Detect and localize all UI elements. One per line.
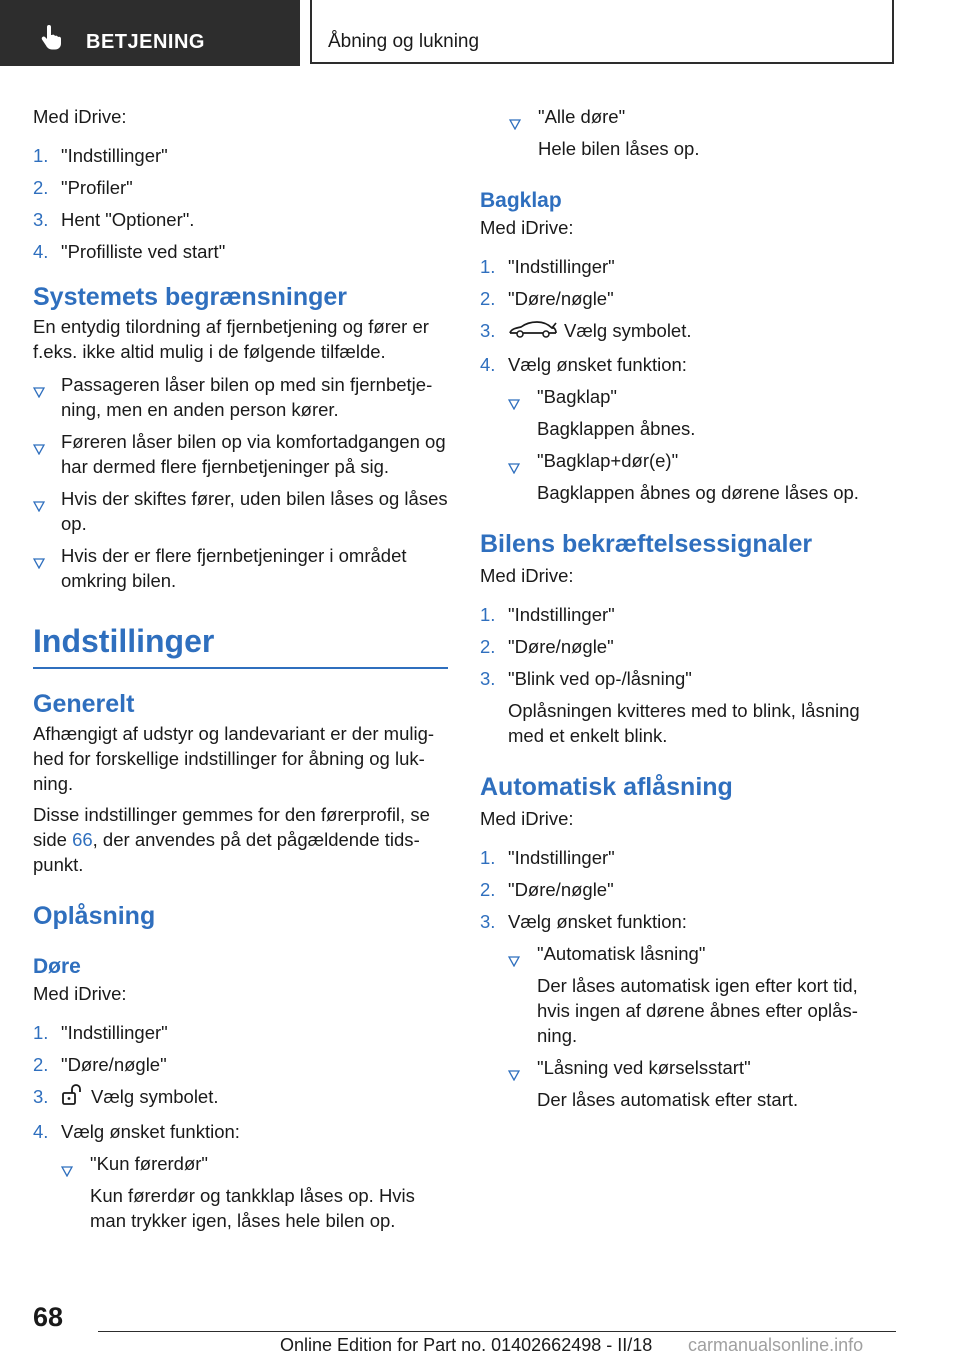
edition-text: Online Edition for Part no. 01402662498 - II/18 (280, 1335, 653, 1355)
heading-limits: Systemets begrænsninger (33, 283, 347, 311)
list-item: 4. "Profilliste ved start" (33, 241, 226, 262)
padlock-open-icon (61, 1084, 85, 1112)
triangle-bullet-icon (33, 436, 45, 461)
list-item: Hvis der skiftes fører, uden bilen låses og låses op. (33, 486, 448, 536)
list-item: 3. Vælg symbolet. (480, 318, 885, 345)
list-item: 3. Vælg symbolet. (33, 1084, 448, 1112)
list-item: "Låsning ved kørselsstart" Der låses automatisk efter start. (508, 1055, 885, 1112)
heading-tailgate: Bagklap (480, 189, 562, 212)
triangle-bullet-icon (508, 1062, 520, 1087)
list-item: 1. "Indstillinger" (480, 256, 615, 277)
list-item: 3. Hent "Optioner". (33, 209, 195, 230)
heading-doors: Døre (33, 955, 81, 978)
list-item: 2. "Profiler" (33, 177, 133, 198)
tailgate-sub-list (508, 384, 885, 505)
triangle-bullet-icon (509, 111, 521, 136)
confirm-intro: Med iDrive: (480, 565, 574, 587)
chapter-title: Åbning og lukning (328, 31, 480, 52)
left-column (33, 104, 448, 1240)
tailgate-steps (480, 254, 885, 505)
list-item: Passageren låser bilen op med sin fjernbetjening, men en anden person kører. (33, 372, 448, 422)
triangle-bullet-icon (61, 1158, 73, 1183)
auto-intro: Med iDrive: (480, 808, 574, 830)
confirm-steps (480, 602, 885, 748)
triangle-bullet-icon (508, 391, 520, 416)
list-item: 1. "Indstillinger" (33, 1022, 168, 1043)
list-item: 2. "Døre/nøgle" (480, 879, 614, 901)
heading-general: Generelt (33, 690, 135, 718)
general-text-2: Disse indstillinger gemmes for den førerprofil, se side 66, der anvendes på det pågældende tidspunkt. (33, 804, 430, 875)
heading-settings: Indstillinger (33, 621, 448, 669)
triangle-bullet-icon (33, 550, 45, 575)
list-item: 2. "Døre/nøgle" (480, 636, 614, 658)
doors-sub-list-cont (509, 104, 885, 161)
list-item: "Bagklap" Bagklappen åbnes. (508, 384, 885, 441)
limits-text: En entydig tilordning af fjernbetjening og fører er f.eks. ikke altid mulig i de følgende tilfælde. (33, 316, 429, 362)
limits-list (33, 372, 448, 593)
list-item: 1. "Indstillinger" (33, 145, 168, 166)
doors-sub-list (61, 1151, 448, 1233)
list-item: "Kun førerdør" Kun førerdør og tankklap låses op. Hvis man trykker igen, låses hele bilen op. (61, 1151, 448, 1233)
page-number: 68 (33, 1302, 64, 1332)
section-title: BETJENING (86, 31, 205, 53)
triangle-bullet-icon (33, 493, 45, 518)
general-text-1: Afhængigt af udstyr og landevariant er der mulighed for forskellige indstillinger for åbning og lukning. (33, 723, 435, 794)
intro-text: Med iDrive: (33, 106, 127, 127)
car-tailgate-icon (508, 319, 558, 345)
list-item: "Bagklap+dør(e)" Bagklappen åbnes og dørene låses op. (508, 448, 885, 505)
list-item: 2. "Døre/nøgle" (480, 288, 614, 309)
list-item: 3. Vælg ønsket funktion: "Automatisk låsning" Der låses automatisk igen efter kort tid, hvis ingen af dørene åbnes efter oplåsning. "Låsning ved kørselsstart" Der låses automatisk efter start. (480, 909, 885, 1112)
heading-confirm: Bilens bekræftelsessignaler (480, 530, 813, 559)
intro-steps (33, 143, 448, 264)
list-item: "Alle døre" Hele bilen låses op. (509, 104, 885, 161)
header-section-tab (0, 0, 300, 66)
watermark: carmanualsonline.info (688, 1335, 864, 1355)
triangle-bullet-icon (508, 948, 520, 973)
heading-unlock: Oplåsning (33, 902, 156, 930)
tailgate-intro: Med iDrive: (480, 217, 574, 238)
auto-steps (480, 845, 885, 1112)
triangle-bullet-icon (33, 379, 45, 404)
list-item: "Automatisk låsning" Der låses automatisk igen efter kort tid, hvis ingen af dørene åbnes efter oplåsning. (508, 941, 885, 1048)
list-item: Hvis der er flere fjernbetjeninger i området omkring bilen. (33, 543, 448, 593)
triangle-bullet-icon (508, 455, 520, 480)
doors-steps (33, 1020, 448, 1233)
list-item: 2. "Døre/nøgle" (33, 1054, 167, 1075)
list-item: 1. "Indstillinger" (480, 847, 615, 869)
list-item: 4. Vælg ønsket funktion: "Kun førerdør" Kun førerdør og tankklap låses op. Hvis man trykker igen, låses hele bilen op. (33, 1119, 448, 1233)
pointing-hand-icon (40, 25, 64, 56)
list-item: Føreren låser bilen op via komfortadgangen og har dermed flere fjernbetjeninger på sig. (33, 429, 448, 479)
header-chapter-box (310, 0, 894, 64)
auto-sub-list (508, 941, 885, 1112)
heading-auto-lock: Automatisk aflåsning (480, 773, 733, 802)
footer-divider (98, 1331, 896, 1332)
list-item: 3. "Blink ved op-/låsning" Oplåsningen kvitteres med to blink, låsning med et enkelt blink. (480, 668, 860, 747)
list-item: 1. "Indstillinger" (480, 604, 615, 626)
doors-intro: Med iDrive: (33, 983, 127, 1004)
page-link[interactable]: 66 (72, 829, 93, 850)
right-column (480, 104, 885, 1119)
list-item: 4. Vælg ønsket funktion: "Bagklap" Bagklappen åbnes. "Bagklap+dør(e)" Bagklappen åbnes og dørene låses op. (480, 352, 885, 505)
